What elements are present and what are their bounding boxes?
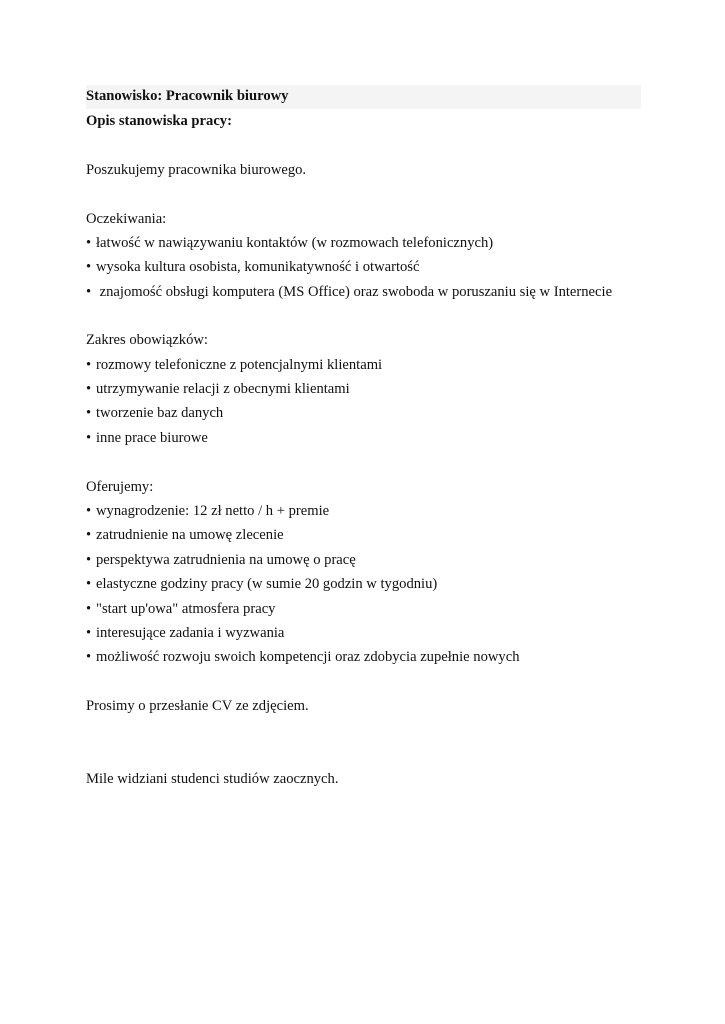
bullet-icon: • bbox=[86, 235, 92, 251]
list-item: • rozmowy telefoniczne z potencjalnymi klientami bbox=[86, 353, 641, 377]
job-description-heading: Opis stanowiska pracy: bbox=[86, 113, 232, 129]
list-item: • zatrudnienie na umowę zlecenie bbox=[86, 523, 641, 547]
bullet-icon: • bbox=[86, 283, 92, 300]
list-item: • interesujące zadania i wyzwania bbox=[86, 621, 641, 645]
list-item: • możliwość rozwoju swoich kompetencji oraz zdobycia zupełnie nowych bbox=[86, 645, 641, 669]
job-title: Stanowisko: Pracownik biurowy bbox=[86, 88, 289, 104]
bullet-icon: • bbox=[86, 503, 92, 520]
offer-heading: Oferujemy: bbox=[86, 478, 154, 495]
bullet-icon: • bbox=[86, 356, 92, 373]
list-item: • łatwość w nawiązywaniu kontaktów (w rozmowach telefonicznych) bbox=[86, 231, 641, 255]
bullet-icon: • bbox=[86, 576, 92, 593]
bullet-icon: • bbox=[86, 429, 92, 446]
closing-text: Mile widziani studenci studiów zaocznych. bbox=[86, 771, 339, 788]
intro-text: Poszukujemy pracownika biurowego. bbox=[86, 161, 307, 178]
list-item: • tworzenie baz danych bbox=[86, 401, 641, 425]
bullet-icon: • bbox=[86, 259, 92, 276]
bullet-icon: • bbox=[86, 625, 92, 642]
list-item: • perspektywa zatrudnienia na umowę o pracę bbox=[86, 548, 641, 572]
list-item: • elastyczne godziny pracy (w sumie 20 godzin w tygodniu) bbox=[86, 572, 641, 596]
bullet-icon: • bbox=[86, 551, 92, 568]
bullet-icon: • bbox=[86, 649, 92, 666]
expectations-heading: Oczekiwania: bbox=[86, 210, 167, 227]
bullet-icon: • bbox=[86, 600, 92, 617]
duties-heading: Zakres obowiązków: bbox=[86, 332, 208, 349]
list-item: • utrzymywanie relacji z obecnymi klientami bbox=[86, 377, 641, 401]
title-band bbox=[86, 85, 641, 109]
list-item: • wynagrodzenie: 12 zł netto / h + premie bbox=[86, 499, 641, 523]
list-item: • inne prace biurowe bbox=[86, 426, 641, 450]
document-body bbox=[86, 85, 641, 792]
bullet-icon: • bbox=[86, 381, 92, 398]
list-item: • "start up'owa" atmosfera pracy bbox=[86, 597, 641, 621]
bullet-icon: • bbox=[86, 405, 92, 422]
list-item: • znajomość obsługi komputera (MS Office) oraz swoboda w poruszaniu się w Internecie bbox=[86, 283, 613, 300]
cv-request-text: Prosimy o przesłanie CV ze zdjęciem. bbox=[86, 698, 309, 715]
bullet-icon: • bbox=[86, 527, 92, 544]
list-item: • wysoka kultura osobista, komunikatywność i otwartość bbox=[86, 255, 641, 279]
